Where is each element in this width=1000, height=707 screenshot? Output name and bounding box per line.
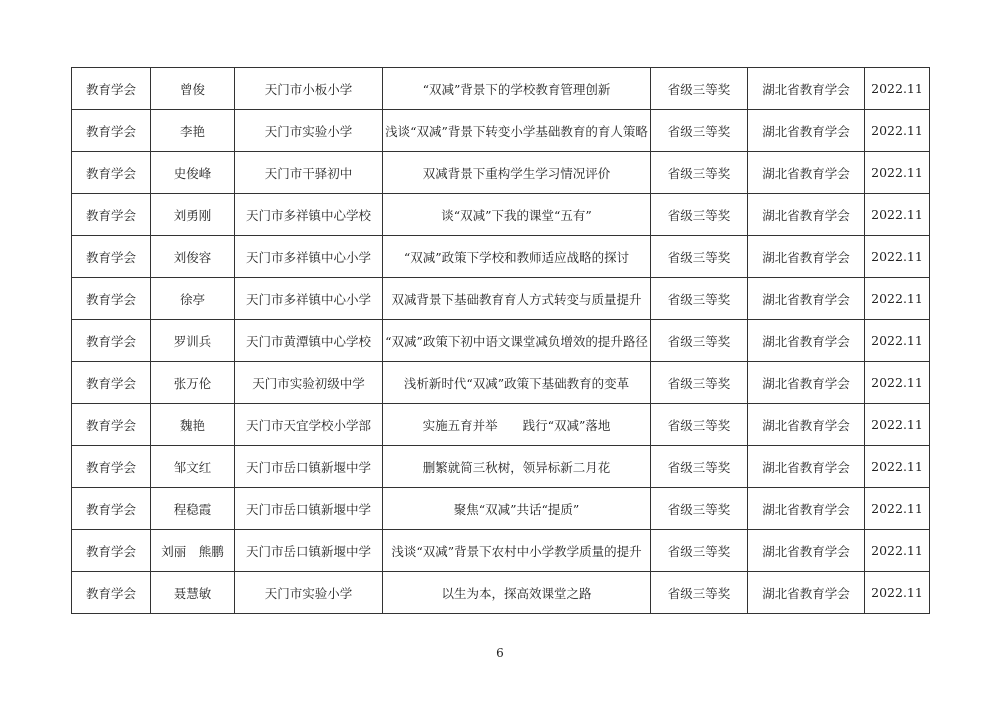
table-row <box>72 236 930 278</box>
category-cell: 教育学会 <box>72 236 151 278</box>
paper-title-cell: 浅谈“双减”背景下转变小学基础教育的育人策略 <box>383 110 651 152</box>
school-cell: 天门市干驿初中 <box>235 152 383 194</box>
school-cell: 天门市多祥镇中心学校 <box>235 194 383 236</box>
school-cell: 天门市小板小学 <box>235 68 383 110</box>
award-level-cell: 省级三等奖 <box>651 278 748 320</box>
table-row <box>72 110 930 152</box>
issuer-cell: 湖北省教育学会 <box>748 236 865 278</box>
award-level-cell: 省级三等奖 <box>651 446 748 488</box>
table-row <box>72 572 930 614</box>
issuer-cell: 湖北省教育学会 <box>748 488 865 530</box>
paper-title-cell: “双减”政策下初中语文课堂减负增效的提升路径 <box>383 320 651 362</box>
table-row <box>72 488 930 530</box>
author-cell: 史俊峰 <box>151 152 235 194</box>
table-row <box>72 446 930 488</box>
school-cell: 天门市岳口镇新堰中学 <box>235 488 383 530</box>
author-cell: 曾俊 <box>151 68 235 110</box>
category-cell: 教育学会 <box>72 446 151 488</box>
date-cell: 2022.11 <box>865 110 930 152</box>
issuer-cell: 湖北省教育学会 <box>748 362 865 404</box>
school-cell: 天门市实验初级中学 <box>235 362 383 404</box>
award-level-cell: 省级三等奖 <box>651 362 748 404</box>
table-row <box>72 404 930 446</box>
award-level-cell: 省级三等奖 <box>651 488 748 530</box>
paper-title-cell: 双减背景下重构学生学习情况评价 <box>383 152 651 194</box>
school-cell: 天门市天宜学校小学部 <box>235 404 383 446</box>
category-cell: 教育学会 <box>72 320 151 362</box>
author-cell: 刘勇刚 <box>151 194 235 236</box>
author-cell: 程稳霞 <box>151 488 235 530</box>
paper-title-cell: 谈“双减”下我的课堂“五有” <box>383 194 651 236</box>
table-row <box>72 194 930 236</box>
paper-title-cell: “双减”政策下学校和教师适应战略的探讨 <box>383 236 651 278</box>
date-cell: 2022.11 <box>865 320 930 362</box>
issuer-cell: 湖北省教育学会 <box>748 572 865 614</box>
issuer-cell: 湖北省教育学会 <box>748 152 865 194</box>
category-cell: 教育学会 <box>72 68 151 110</box>
award-level-cell: 省级三等奖 <box>651 572 748 614</box>
issuer-cell: 湖北省教育学会 <box>748 194 865 236</box>
category-cell: 教育学会 <box>72 194 151 236</box>
award-level-cell: 省级三等奖 <box>651 68 748 110</box>
paper-title-cell: “双减”背景下的学校教育管理创新 <box>383 68 651 110</box>
award-level-cell: 省级三等奖 <box>651 152 748 194</box>
award-level-cell: 省级三等奖 <box>651 404 748 446</box>
category-cell: 教育学会 <box>72 110 151 152</box>
issuer-cell: 湖北省教育学会 <box>748 446 865 488</box>
issuer-cell: 湖北省教育学会 <box>748 110 865 152</box>
date-cell: 2022.11 <box>865 362 930 404</box>
award-level-cell: 省级三等奖 <box>651 110 748 152</box>
paper-title-cell: 双减背景下基础教育育人方式转变与质量提升 <box>383 278 651 320</box>
paper-title-cell: 浅析新时代“双减”政策下基础教育的变革 <box>383 362 651 404</box>
date-cell: 2022.11 <box>865 530 930 572</box>
award-level-cell: 省级三等奖 <box>651 236 748 278</box>
category-cell: 教育学会 <box>72 404 151 446</box>
author-cell: 徐亭 <box>151 278 235 320</box>
date-cell: 2022.11 <box>865 68 930 110</box>
table-row <box>72 320 930 362</box>
paper-title-cell: 浅谈“双减”背景下农村中小学教学质量的提升 <box>383 530 651 572</box>
school-cell: 天门市岳口镇新堰中学 <box>235 446 383 488</box>
issuer-cell: 湖北省教育学会 <box>748 530 865 572</box>
author-cell: 邹文红 <box>151 446 235 488</box>
date-cell: 2022.11 <box>865 488 930 530</box>
author-cell: 聂慧敏 <box>151 572 235 614</box>
school-cell: 天门市多祥镇中心小学 <box>235 278 383 320</box>
issuer-cell: 湖北省教育学会 <box>748 404 865 446</box>
date-cell: 2022.11 <box>865 404 930 446</box>
paper-title-cell: 以生为本，探高效课堂之路 <box>383 572 651 614</box>
award-level-cell: 省级三等奖 <box>651 320 748 362</box>
author-cell: 刘俊容 <box>151 236 235 278</box>
issuer-cell: 湖北省教育学会 <box>748 320 865 362</box>
school-cell: 天门市多祥镇中心小学 <box>235 236 383 278</box>
date-cell: 2022.11 <box>865 572 930 614</box>
school-cell: 天门市实验小学 <box>235 110 383 152</box>
school-cell: 天门市黄潭镇中心学校 <box>235 320 383 362</box>
date-cell: 2022.11 <box>865 152 930 194</box>
date-cell: 2022.11 <box>865 194 930 236</box>
table-row <box>72 278 930 320</box>
category-cell: 教育学会 <box>72 362 151 404</box>
author-cell: 魏艳 <box>151 404 235 446</box>
school-cell: 天门市实验小学 <box>235 572 383 614</box>
category-cell: 教育学会 <box>72 572 151 614</box>
author-cell: 张万伦 <box>151 362 235 404</box>
category-cell: 教育学会 <box>72 488 151 530</box>
table-row <box>72 362 930 404</box>
paper-title-cell: 聚焦“双减”共话“提质” <box>383 488 651 530</box>
award-table-body <box>72 68 930 614</box>
date-cell: 2022.11 <box>865 446 930 488</box>
author-cell: 李艳 <box>151 110 235 152</box>
issuer-cell: 湖北省教育学会 <box>748 278 865 320</box>
date-cell: 2022.11 <box>865 236 930 278</box>
award-table <box>71 67 930 614</box>
date-cell: 2022.11 <box>865 278 930 320</box>
award-level-cell: 省级三等奖 <box>651 530 748 572</box>
award-level-cell: 省级三等奖 <box>651 194 748 236</box>
table-row <box>72 530 930 572</box>
table-row <box>72 68 930 110</box>
category-cell: 教育学会 <box>72 278 151 320</box>
table-row <box>72 152 930 194</box>
paper-title-cell: 删繁就简三秋树，领异标新二月花 <box>383 446 651 488</box>
issuer-cell: 湖北省教育学会 <box>748 68 865 110</box>
category-cell: 教育学会 <box>72 152 151 194</box>
author-cell: 罗训兵 <box>151 320 235 362</box>
category-cell: 教育学会 <box>72 530 151 572</box>
page-number: 6 <box>496 646 504 660</box>
paper-title-cell: 实施五育并举 践行“双减”落地 <box>383 404 651 446</box>
school-cell: 天门市岳口镇新堰中学 <box>235 530 383 572</box>
author-cell: 刘丽 熊鹏 <box>151 530 235 572</box>
